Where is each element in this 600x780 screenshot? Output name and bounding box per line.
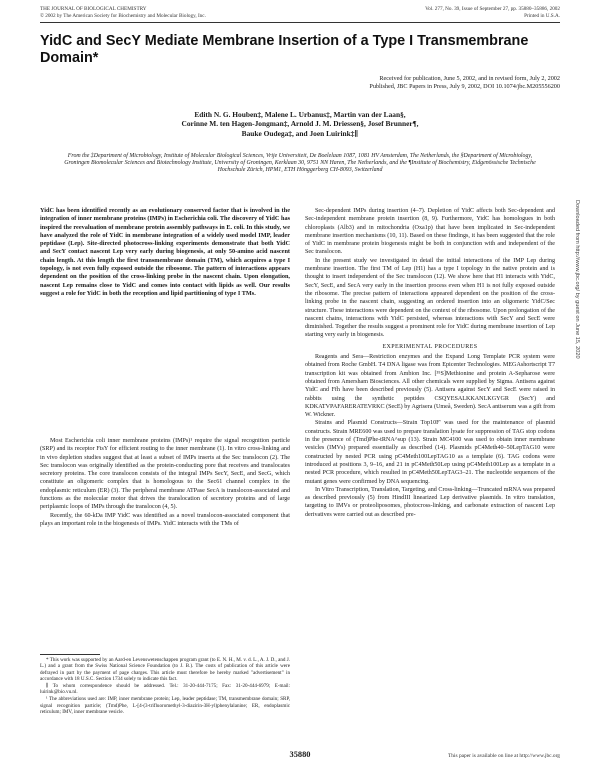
article-title: YidC and SecY Mediate Membrane Insertion of a Type I Transmembrane Domain* <box>40 33 529 66</box>
journal-header-left <box>40 6 206 19</box>
affiliations: From the ‡Department of Microbiology, Institute of Molecular Biological Sciences, Vrije Universiteit, De Boelelaan 1087, 1081 HV Amsterdam, The Netherlands, the §Department of Microbiology, Groningen Biomolecular Sciences and Biotechnology Institute, University of Groningen, Kerklaan 30, 9751 NN Haren, The Netherlands, and the ¶Institute of Biochemistry, Eidgenössische Technische Hochschule Zürich, HPM1, ETH Hönggerberg CH-8093, Switzerland <box>64 153 536 174</box>
section-heading: EXPERIMENTAL PROCEDURES <box>382 343 478 350</box>
abstract: YidC has been identified recently as an evolutionary conserved factor that is involved in the integration of inner membrane proteins (IMPs) in Escherichia coli. The discovery of YidC has inspired the reevaluation of membrane protein assembly pathways in E. coli. In this study, we have analyzed the role of YidC in membrane integration of a widely used model IMP, leader peptidase (Lep). Site-directed photocross-linking experiments demonstrate that both YidC and SecY contact nascent Lep very early during biogenesis, at only 50-amino acid nascent chain length. At this length the first transmembrane domain (TM), which acquires a type I topology, is not even fully exposed outside the ribosome. The pattern of interactions appears dependent on the position of the cross-linking probe in the nascent chain. Upon elongation, nascent Lep remains close to YidC and comes into contact with lipids as well. Our results suggest a role for YidC in both the reception and lipid partitioning of type I TMs. <box>40 207 290 297</box>
author-list <box>40 110 560 138</box>
journal-header-right <box>425 6 560 19</box>
copyright-line: © 2002 by The American Society for Biochemistry and Molecular Biology, Inc. <box>40 12 206 19</box>
published-line: Published, JBC Papers in Press, July 9, 2002, DOI 10.1074/jbc.M205556200 <box>369 83 560 91</box>
author-line-1: Edith N. G. Houben‡, Malene L. Urbanus‡, Martin van der Laan§, <box>194 110 406 119</box>
footnote-rule <box>40 654 100 655</box>
left-column-body <box>40 437 290 528</box>
issue-line: Vol. 277, No. 39, Issue of September 27, pp. 35880–35886, 2002 <box>425 6 560 12</box>
intro-paragraph-3: Sec-dependent IMPs during insertion (4–7). Depletion of YidC affects both Sec-dependent and Sec-independent membrane protein insertion (8, 9). Furthermore, YidC has homologues in both chloroplasts (Alb3) and in mitochondria (Oxa1p) that have been implicated in Sec-independent membrane insertion mechanisms (10, 11). Based on these findings, it has been suggested that the role of YidC in membrane protein biogenesis might be both in conjunction with and independent of the Sec translocon. <box>305 208 555 256</box>
intro-paragraph-1: Most Escherichia coli inner membrane proteins (IMPs)¹ require the signal recognition particle (SRP) and its receptor FtsY for efficient routing to the inner membrane (1). In vitro cross-linking and in vivo depletion studies suggest that at least a subset of IMPs inserts at the Sec translocon (2). The Sec translocon was originally identified as the protein-conducting pore that receives and translocates secretory proteins. The core translocon consists of the integral IMPs SecY, SecE, and SecG, which constitute an oligomeric complex that is homologous to the Sec61 channel complex in the endoplasmic reticulum (ER) (3). The peripheral membrane ATPase SecA is translocon-associated and functions as the molecular motor that drives the translocation of secretory proteins and of large periplasmic loops of IMPs through the translocon (4, 5). <box>40 438 290 511</box>
page-number: 35880 <box>289 750 311 759</box>
methods-in-vitro: In Vitro Transcription, Translation, Targeting, and Cross-linking—Truncated mRNA was prepared as described previously (5) from HindIII linearized Lep derivative plasmids. In vitro translation, targeting to IMVs or proteoliposomes, photocross-linking, and carbonate extraction of nascent Lep derivatives were carried out as described pre- <box>305 486 555 518</box>
journal-name: THE JOURNAL OF BIOLOGICAL CHEMISTRY <box>40 6 147 12</box>
footnote-correspondence: ∥ To whom correspondence should be addressed. Tel.: 31-20-444-7175; Fax: 31-20-444-6979; E-mail: luirink@bio.vu.nl. <box>40 682 290 696</box>
author-line-3: Bauke Oudega‡, and Joen Luirink‡∥ <box>241 128 359 138</box>
intro-paragraph-2: Recently, the 60-kDa IMP YidC was identified as a novel translocon-associated component that plays an important role in the biogenesis of IMPs. YidC interacts with the TMs of <box>40 512 290 527</box>
footnotes <box>40 657 290 716</box>
printed-line: Printed in U.S.A. <box>524 12 560 19</box>
footnote-funding: * This work was supported by an Aard-en Levenswetenschappen program grant (to E. N. H., M. v. d. L., A. J. D., and J. L.) and a grant from the Swiss National Science Foundation (to J. B.). The costs of publication of this article were defrayed in part by the payment of page charges. This article must therefore be hereby marked "advertisement" in accordance with 18 U.S.C. Section 1734 solely to indicate this fact. <box>40 657 290 682</box>
footnote-abbreviations: ¹ The abbreviations used are: IMP, inner membrane protein; Lep, leader peptidase; TM, transmembrane domain; SRP, signal recognition particle; (Tmd)Phe, L-[4-(3-trifluoromethyl-3-diazirin-3H-yl)phenylalanine; ER, endoplasmic reticulum; IMV, inner membrane vesicle. <box>40 696 290 715</box>
author-line-2: Corinne M. ten Hagen-Jongman‡, Arnold J. M. Driessen§, Josef Brunner¶, <box>181 119 419 129</box>
download-sidebar <box>574 200 588 580</box>
intro-paragraph-4: In the present study we investigated in detail the initial interactions of the IMP Lep during membrane insertion. The first TM of Lep (H1) has a type I topology in the native protein and is thought to insert independent of the Sec translocon (12). We show here that H1 interacts with YidC, SecY, SecE, and SecA very early in the insertion process even when H1 is not fully exposed outside the ribosome. The precise pattern of interactions appeared dependent on the position of the cross-linking probe in the nascent chain, suggesting an ordered insertion into an oligomeric YidC/Sec structure. These interactions were dependent on the context of the ribosome. Upon prolongation of the nascent chains, interactions with YidC persisted, whereas interactions with SecY and SecE were diminished. Together the results suggest a prominent role for YidC during membrane insertion of Lep starting very early in biogenesis. <box>305 257 555 339</box>
download-notice[interactable]: Downloaded from http://www.jbc.org/ by guest on June 15, 2020 <box>574 200 580 359</box>
received-dates <box>140 75 560 92</box>
received-line: Received for publication, June 5, 2002, and in revised form, July 2, 2002 <box>379 75 560 82</box>
right-column-body <box>305 207 555 519</box>
methods-reagents: Reagents and Sera—Restriction enzymes and the Expand Long Template PCR system were obtained from Roche GmbH. T4 DNA ligase was from Epicenter Technologies. MEGAshortscript T7 transcription kit was obtained from Ambion Inc. [³⁵S]Methionine and protein A-Sepharose were obtained from Amersham Biosciences. All other chemicals were supplied by Sigma. Antisera against YidC and Ffh have been described previously (5). Antisera against SecY and SecE were raised in rabbits using the synthetic peptides CSQYESALKKANLKGYGR (SecY) and KDKATVPAFARERATEVRKC (SecE) by Agrisera (Umeå, Sweden). SecA antiserum was a gift from W. Wickner. <box>305 354 555 419</box>
footer-availability: This paper is available on line at http://www.jbc.org <box>448 753 560 759</box>
header-rule <box>40 22 560 23</box>
methods-strains: Strains and Plasmid Constructs—Strain Top10F' was used for the maintenance of plasmid constructs. Strain MRE600 was used to prepare translation lysate for suppression of TAG stop codons in the presence of (Tmd)Phe-tRNA^sup (13). Strain MC4100 was used to obtain inner membrane vesicles (IMVs) prepared essentially as described (14). Plasmids pC4Meth40–50LepTAG10 were constructed by nested PCR using pC4Meth100LepTAG10 as a template (6). TAG codons were introduced at positions 3, 9–16, and 21 in pC4Meth50Lep using pC4Meth100Lep as a template in a nested PCR procedure, which resulted in pC4Meth50LepTAG3–21. The nucleotide sequences of the mutant genes were confirmed by DNA sequencing. <box>305 420 555 485</box>
